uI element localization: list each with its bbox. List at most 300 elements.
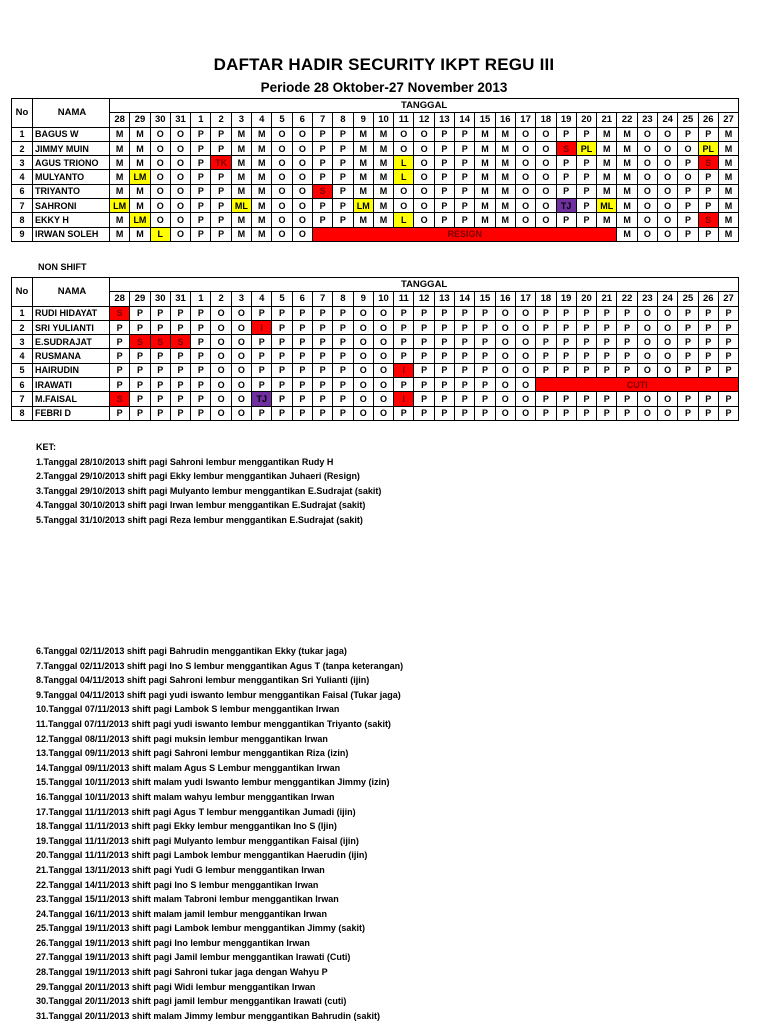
- shift-cell: O: [353, 335, 373, 349]
- shift-cell: O: [515, 199, 535, 213]
- shift-cell: P: [191, 199, 211, 213]
- shift-cell: S: [698, 213, 718, 227]
- shift-cell: O: [536, 213, 556, 227]
- shift-cell: O: [637, 335, 657, 349]
- shift-cell: M: [495, 156, 515, 170]
- shift-cell: I: [394, 392, 414, 406]
- shift-cell: P: [536, 406, 556, 420]
- shift-cell: P: [333, 141, 353, 155]
- day-header: 31: [170, 292, 190, 306]
- shift-cell: P: [455, 406, 475, 420]
- shift-cell: P: [211, 170, 231, 184]
- shift-cell: P: [718, 306, 738, 320]
- note-line: 1.Tanggal 28/10/2013 shift pagi Sahroni lembur menggantikan Rudy H: [36, 456, 334, 467]
- note-line: 2.Tanggal 29/10/2013 shift pagi Ekky lembur menggantikan Juhaeri (Resign): [36, 471, 360, 482]
- shift-cell: M: [110, 141, 130, 155]
- shift-cell: P: [191, 349, 211, 363]
- shift-cell: O: [170, 199, 190, 213]
- shift-cell: P: [698, 363, 718, 377]
- table-row: [12, 378, 739, 392]
- shift-cell: M: [373, 170, 393, 184]
- shift-cell: P: [556, 349, 576, 363]
- shift-cell: M: [353, 184, 373, 198]
- shift-cell: M: [353, 156, 373, 170]
- shift-cell: P: [272, 363, 292, 377]
- shift-cell: P: [150, 363, 170, 377]
- shift-cell: LM: [110, 199, 130, 213]
- shift-cell: O: [658, 156, 678, 170]
- shift-cell: S: [170, 335, 190, 349]
- shift-cell: M: [495, 127, 515, 141]
- shift-cell: P: [698, 406, 718, 420]
- day-header: 16: [495, 292, 515, 306]
- shift-cell: P: [150, 349, 170, 363]
- shift-cell: I: [394, 363, 414, 377]
- shift-cell: P: [556, 335, 576, 349]
- shift-cell: P: [678, 213, 698, 227]
- shift-cell: P: [536, 363, 556, 377]
- shift-cell: M: [231, 156, 251, 170]
- shift-cell: P: [414, 363, 434, 377]
- row-number: 8: [12, 213, 33, 227]
- shift-cell: P: [678, 184, 698, 198]
- shift-cell: O: [414, 199, 434, 213]
- day-header: 24: [658, 113, 678, 127]
- shift-cell: M: [597, 156, 617, 170]
- header-nama: NAMA: [33, 99, 110, 128]
- shift-cell: O: [515, 141, 535, 155]
- shift-cell: M: [252, 213, 272, 227]
- shift-cell: P: [678, 363, 698, 377]
- row-number: 9: [12, 227, 33, 241]
- shift-cell: P: [312, 127, 332, 141]
- shift-cell: O: [658, 335, 678, 349]
- shift-cell: P: [455, 306, 475, 320]
- shift-cell: O: [292, 213, 312, 227]
- day-header: 19: [556, 113, 576, 127]
- shift-cell: O: [272, 199, 292, 213]
- shift-cell: O: [272, 141, 292, 155]
- shift-cell: P: [576, 363, 596, 377]
- shift-cell: M: [252, 170, 272, 184]
- day-header: 2: [211, 292, 231, 306]
- shift-cell: P: [394, 378, 414, 392]
- shift-cell: M: [718, 156, 738, 170]
- table-row: [12, 156, 739, 170]
- day-header: 9: [353, 113, 373, 127]
- day-header: 20: [576, 292, 596, 306]
- shift-cell: O: [353, 392, 373, 406]
- shift-cell: O: [495, 378, 515, 392]
- shift-cell: O: [515, 349, 535, 363]
- shift-cell: M: [597, 141, 617, 155]
- shift-cell: M: [130, 141, 150, 155]
- shift-cell: P: [576, 349, 596, 363]
- shift-cell: P: [536, 320, 556, 334]
- day-header: 17: [515, 113, 535, 127]
- note-line: 31.Tanggal 20/11/2013 shift malam Jimmy lembur menggantikan Bahrudin (sakit): [36, 1010, 380, 1021]
- shift-cell: M: [617, 213, 637, 227]
- shift-cell: P: [130, 392, 150, 406]
- shift-cell: O: [272, 127, 292, 141]
- shift-cell: P: [333, 392, 353, 406]
- day-header: 1: [191, 113, 211, 127]
- shift-cell: P: [272, 378, 292, 392]
- shift-cell: P: [698, 170, 718, 184]
- shift-cell: O: [211, 406, 231, 420]
- note-line: 7.Tanggal 02/11/2013 shift pagi Ino S lembur menggantikan Agus T (tanpa keterangan): [36, 660, 404, 671]
- shift-cell: P: [434, 213, 454, 227]
- shift-cell: M: [110, 127, 130, 141]
- shift-cell: P: [191, 170, 211, 184]
- shift-cell: P: [475, 335, 495, 349]
- note-line: 21.Tanggal 13/11/2013 shift pagi Yudi G lembur menggantikan Irwan: [36, 864, 325, 875]
- shift-cell: M: [495, 184, 515, 198]
- note-line: 24.Tanggal 16/11/2013 shift malam jamil lembur menggantikan Irwan: [36, 908, 327, 919]
- row-number: 8: [12, 406, 33, 420]
- shift-cell: O: [678, 170, 698, 184]
- shift-cell: P: [191, 213, 211, 227]
- shift-cell: O: [170, 227, 190, 241]
- shift-cell: P: [414, 406, 434, 420]
- shift-cell: P: [576, 199, 596, 213]
- day-header: 13: [434, 113, 454, 127]
- shift-cell: ML: [231, 199, 251, 213]
- shift-cell: P: [617, 335, 637, 349]
- shift-cell: M: [475, 199, 495, 213]
- shift-cell: S: [312, 184, 332, 198]
- shift-cell: O: [658, 320, 678, 334]
- shift-cell: O: [515, 156, 535, 170]
- shift-cell: P: [211, 127, 231, 141]
- shift-cell: M: [252, 127, 272, 141]
- shift-cell: O: [414, 184, 434, 198]
- shift-cell: P: [333, 306, 353, 320]
- shift-cell: M: [495, 170, 515, 184]
- shift-cell: P: [576, 392, 596, 406]
- day-header: 15: [475, 113, 495, 127]
- shift-cell: O: [658, 349, 678, 363]
- shift-cell: P: [434, 306, 454, 320]
- shift-cell: P: [170, 320, 190, 334]
- shift-cell: O: [150, 199, 170, 213]
- shift-cell: P: [292, 335, 312, 349]
- shift-cell: P: [434, 199, 454, 213]
- note-line: 18.Tanggal 11/11/2013 shift pagi Ekky lembur menggantikan Ino S (Ijin): [36, 821, 337, 832]
- shift-cell: M: [617, 156, 637, 170]
- table-row: [12, 141, 739, 155]
- shift-cell: P: [718, 363, 738, 377]
- day-header-row: [12, 292, 739, 306]
- shift-cell: M: [110, 227, 130, 241]
- shift-cell: TJ: [556, 199, 576, 213]
- shift-cell: O: [272, 184, 292, 198]
- note-line: 27.Tanggal 19/11/2013 shift pagi Jamil lembur menggantikan Irawati (Cuti): [36, 952, 351, 963]
- table-row: [12, 184, 739, 198]
- shift-cell: O: [515, 363, 535, 377]
- row-number: 7: [12, 392, 33, 406]
- shift-cell: M: [373, 199, 393, 213]
- shift-cell: P: [698, 306, 718, 320]
- shift-cell: TK: [211, 156, 231, 170]
- day-header: 22: [617, 292, 637, 306]
- shift-cell: M: [110, 156, 130, 170]
- shift-cell: O: [495, 320, 515, 334]
- shift-cell: O: [678, 141, 698, 155]
- shift-cell: O: [150, 156, 170, 170]
- shift-cell: P: [536, 306, 556, 320]
- shift-cell: P: [312, 141, 332, 155]
- shift-cell: O: [231, 363, 251, 377]
- shift-cell: P: [576, 306, 596, 320]
- employee-name: RUDI HIDAYAT: [33, 306, 110, 320]
- shift-cell: P: [536, 335, 556, 349]
- shift-cell: O: [637, 156, 657, 170]
- note-line: 20.Tanggal 11/11/2013 shift pagi Lambok lembur menggantikan Haerudin (ijin): [36, 850, 368, 861]
- shift-cell: M: [231, 170, 251, 184]
- shift-cell: P: [312, 392, 332, 406]
- shift-cell: P: [333, 363, 353, 377]
- shift-cell: O: [150, 170, 170, 184]
- shift-cell: P: [312, 306, 332, 320]
- shift-cell: LM: [353, 199, 373, 213]
- shift-cell: P: [414, 320, 434, 334]
- shift-cell: P: [394, 306, 414, 320]
- shift-cell: P: [455, 156, 475, 170]
- shift-cell: O: [658, 406, 678, 420]
- shift-cell: P: [170, 306, 190, 320]
- shift-cell: P: [292, 392, 312, 406]
- note-line: 3.Tanggal 29/10/2013 shift pagi Mulyanto lembur menggantikan E.Sudrajat (sakit): [36, 485, 382, 496]
- shift-cell: O: [637, 199, 657, 213]
- shift-cell: O: [211, 306, 231, 320]
- shift-cell: P: [150, 320, 170, 334]
- shift-cell: M: [130, 127, 150, 141]
- shift-cell: O: [658, 392, 678, 406]
- shift-cell: O: [414, 127, 434, 141]
- day-header: 1: [191, 292, 211, 306]
- shift-cell: M: [617, 127, 637, 141]
- shift-cell: P: [252, 306, 272, 320]
- shift-cell: P: [272, 349, 292, 363]
- shift-cell: O: [515, 335, 535, 349]
- day-header: 29: [130, 292, 150, 306]
- shift-cell: P: [556, 320, 576, 334]
- note-line: 26.Tanggal 19/11/2013 shift pagi Ino lembur menggantikan Irwan: [36, 937, 310, 948]
- day-header: 5: [272, 292, 292, 306]
- shift-cell: P: [576, 170, 596, 184]
- employee-name: BAGUS W: [33, 127, 110, 141]
- shift-cell: P: [678, 320, 698, 334]
- shift-cell: P: [536, 349, 556, 363]
- shift-cell: M: [718, 199, 738, 213]
- ket-label: KET:: [36, 442, 56, 452]
- shift-cell: P: [414, 392, 434, 406]
- shift-cell: S: [110, 392, 130, 406]
- shift-cell: O: [515, 184, 535, 198]
- shift-cell: O: [211, 335, 231, 349]
- shift-cell: O: [353, 406, 373, 420]
- shift-cell: O: [292, 199, 312, 213]
- shift-cell: I: [252, 320, 272, 334]
- shift-cell: P: [312, 378, 332, 392]
- shift-cell: O: [637, 392, 657, 406]
- table-row: [12, 306, 739, 320]
- shift-cell: P: [475, 378, 495, 392]
- shift-cell: P: [617, 392, 637, 406]
- day-header: 17: [515, 292, 535, 306]
- shift-cell: P: [455, 349, 475, 363]
- shift-cell: O: [394, 184, 414, 198]
- row-number: 7: [12, 199, 33, 213]
- shift-cell: P: [272, 306, 292, 320]
- table-row: [12, 213, 739, 227]
- day-header: 30: [150, 292, 170, 306]
- table-row: [12, 363, 739, 377]
- shift-cell: O: [231, 349, 251, 363]
- shift-cell: M: [130, 199, 150, 213]
- shift-cell: P: [434, 156, 454, 170]
- shift-cell: LM: [130, 213, 150, 227]
- shift-cell: P: [455, 363, 475, 377]
- shift-cell: P: [434, 363, 454, 377]
- shift-cell: P: [475, 306, 495, 320]
- status-band: CUTI: [536, 378, 739, 392]
- day-header: 26: [698, 292, 718, 306]
- shift-cell: M: [475, 141, 495, 155]
- shift-cell: M: [597, 170, 617, 184]
- note-line: 28.Tanggal 19/11/2013 shift pagi Sahroni tukar jaga dengan Wahyu P: [36, 967, 328, 978]
- note-line: 19.Tanggal 11/11/2013 shift pagi Mulyanto lembur menggantikan Faisal (ijin): [36, 835, 359, 846]
- shift-cell: O: [495, 363, 515, 377]
- shift-cell: O: [231, 406, 251, 420]
- shift-cell: O: [637, 184, 657, 198]
- shift-cell: O: [353, 306, 373, 320]
- shift-cell: P: [333, 378, 353, 392]
- shift-cell: P: [556, 392, 576, 406]
- note-line: 30.Tanggal 20/11/2013 shift pagi jamil lembur menggantikan Irawati (cuti): [36, 996, 347, 1007]
- shift-cell: P: [312, 335, 332, 349]
- employee-name: HAIRUDIN: [33, 363, 110, 377]
- shift-cell: O: [353, 320, 373, 334]
- shift-cell: O: [536, 141, 556, 155]
- shift-cell: P: [434, 406, 454, 420]
- row-number: 6: [12, 378, 33, 392]
- shift-cell: P: [252, 349, 272, 363]
- shift-cell: P: [170, 406, 190, 420]
- employee-name: MULYANTO: [33, 170, 110, 184]
- shift-cell: P: [292, 306, 312, 320]
- shift-cell: P: [170, 378, 190, 392]
- day-header: 19: [556, 292, 576, 306]
- shift-cell: O: [637, 227, 657, 241]
- shift-cell: P: [678, 306, 698, 320]
- shift-cell: O: [637, 406, 657, 420]
- shift-cell: O: [536, 127, 556, 141]
- shift-cell: M: [110, 184, 130, 198]
- shift-cell: O: [637, 363, 657, 377]
- header-nama: NAMA: [33, 278, 110, 307]
- shift-cell: M: [373, 141, 393, 155]
- shift-cell: P: [434, 378, 454, 392]
- table-row: [12, 227, 739, 241]
- shift-cell: M: [252, 199, 272, 213]
- shift-cell: P: [434, 320, 454, 334]
- shift-cell: O: [373, 335, 393, 349]
- shift-cell: P: [110, 363, 130, 377]
- shift-cell: P: [597, 320, 617, 334]
- shift-cell: M: [252, 156, 272, 170]
- row-number: 1: [12, 127, 33, 141]
- shift-cell: O: [536, 170, 556, 184]
- employee-name: E.SUDRAJAT: [33, 335, 110, 349]
- row-number: 4: [12, 349, 33, 363]
- shift-cell: M: [718, 141, 738, 155]
- shift-cell: P: [110, 378, 130, 392]
- shift-cell: P: [394, 406, 414, 420]
- shift-cell: P: [434, 141, 454, 155]
- shift-cell: P: [292, 406, 312, 420]
- shift-cell: O: [170, 141, 190, 155]
- shift-cell: O: [211, 392, 231, 406]
- note-line: 5.Tanggal 31/10/2013 shift pagi Reza lembur menggantikan E.Sudrajat (sakit): [36, 514, 363, 525]
- shift-cell: O: [373, 378, 393, 392]
- shift-cell: P: [678, 227, 698, 241]
- shift-cell: M: [718, 170, 738, 184]
- shift-cell: P: [414, 349, 434, 363]
- day-header: 6: [292, 113, 312, 127]
- shift-cell: P: [576, 320, 596, 334]
- shift-cell: O: [170, 184, 190, 198]
- shift-cell: O: [637, 213, 657, 227]
- shift-cell: P: [292, 378, 312, 392]
- shift-cell: O: [211, 320, 231, 334]
- table-row: [12, 170, 739, 184]
- day-header: 4: [252, 292, 272, 306]
- shift-cell: M: [617, 184, 637, 198]
- shift-cell: P: [698, 392, 718, 406]
- shift-cell: M: [597, 184, 617, 198]
- shift-cell: O: [515, 406, 535, 420]
- note-line: 14.Tanggal 09/11/2013 shift malam Agus S Lembur menggantikan Irwan: [36, 762, 341, 773]
- shift-cell: O: [658, 184, 678, 198]
- note-line: 13.Tanggal 09/11/2013 shift pagi Sahroni lembur menggantikan Riza (izin): [36, 748, 349, 759]
- day-header: 7: [312, 292, 332, 306]
- note-line: 16.Tanggal 10/11/2013 shift malam wahyu lembur menggantikan Irwan: [36, 791, 335, 802]
- shift-cell: O: [658, 363, 678, 377]
- shift-cell: P: [272, 392, 292, 406]
- shift-cell: M: [475, 127, 495, 141]
- shift-cell: O: [536, 199, 556, 213]
- shift-cell: O: [495, 306, 515, 320]
- shift-cell: P: [333, 199, 353, 213]
- shift-cell: L: [394, 213, 414, 227]
- shift-cell: M: [252, 141, 272, 155]
- shift-cell: M: [718, 184, 738, 198]
- employee-name: IRWAN SOLEH: [33, 227, 110, 241]
- shift-cell: P: [170, 392, 190, 406]
- shift-cell: O: [394, 141, 414, 155]
- shift-cell: P: [678, 349, 698, 363]
- shift-cell: P: [597, 306, 617, 320]
- note-line: 4.Tanggal 30/10/2013 shift pagi Irwan lembur menggantikan E.Sudrajat (sakit): [36, 500, 366, 511]
- shift-cell: O: [231, 320, 251, 334]
- shift-cell: P: [698, 127, 718, 141]
- day-header: 21: [597, 292, 617, 306]
- shift-cell: O: [353, 378, 373, 392]
- shift-cell: O: [658, 213, 678, 227]
- shift-cell: ML: [597, 199, 617, 213]
